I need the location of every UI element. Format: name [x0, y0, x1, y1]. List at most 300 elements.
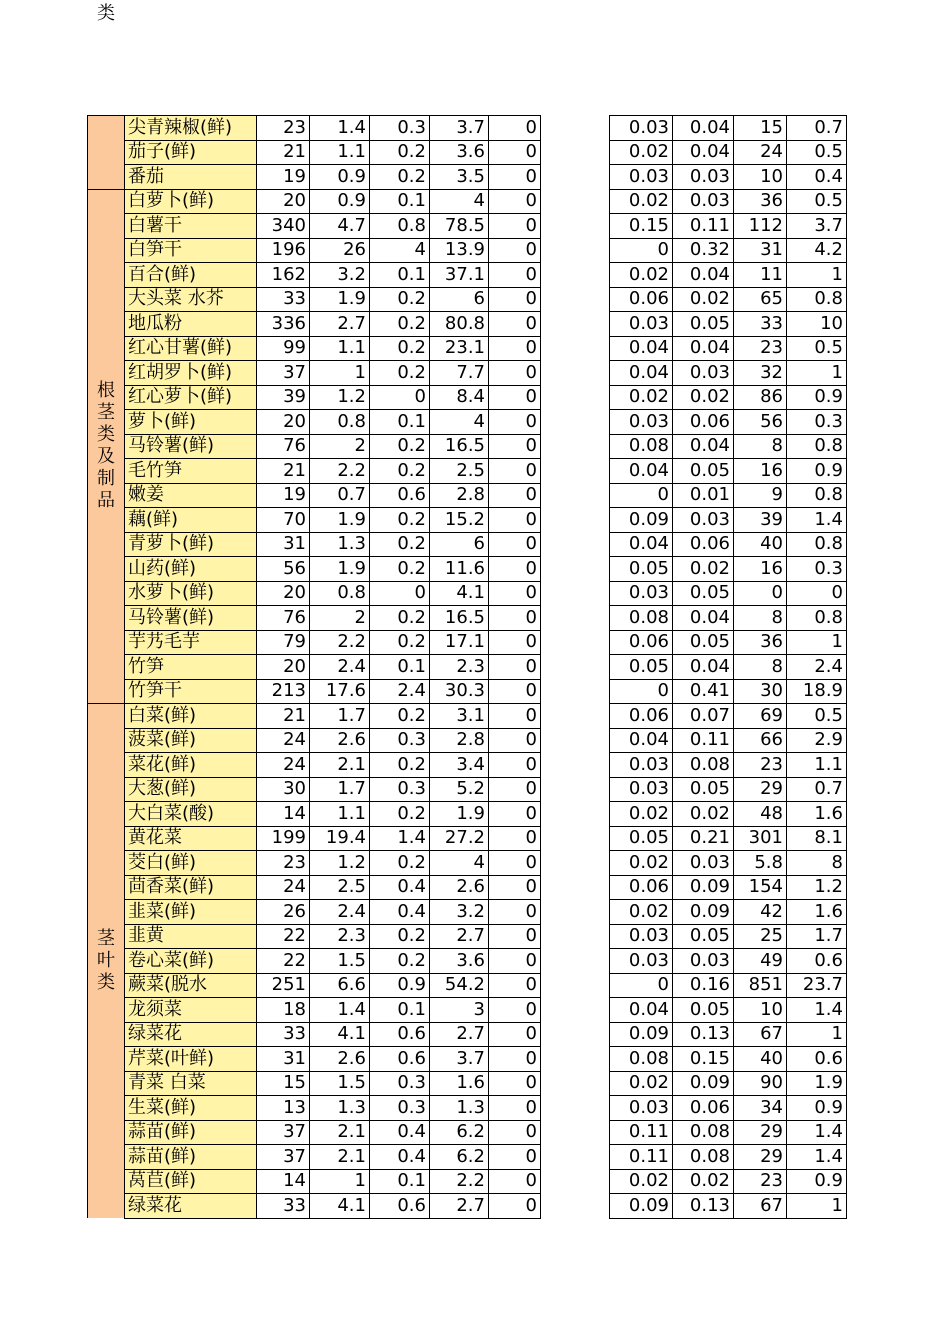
value-cell: 0 — [610, 679, 673, 704]
value-cell: 0.08 — [673, 1145, 734, 1170]
blank-column-cell — [541, 655, 610, 680]
value-cell: 30.3 — [430, 679, 489, 704]
value-cell: 1.4 — [310, 998, 370, 1023]
value-cell: 0.2 — [370, 851, 430, 876]
table-row — [88, 900, 847, 925]
value-cell: 1.6 — [787, 900, 847, 925]
table-row — [88, 753, 847, 778]
value-cell: 1.9 — [310, 508, 370, 533]
blank-column-cell — [541, 998, 610, 1023]
blank-column-cell — [541, 1194, 610, 1219]
value-cell: 33 — [734, 312, 787, 337]
value-cell: 3.2 — [310, 263, 370, 288]
value-cell: 2.7 — [430, 924, 489, 949]
value-cell: 1.9 — [310, 557, 370, 582]
blank-column-cell — [541, 949, 610, 974]
value-cell: 0 — [734, 581, 787, 606]
value-cell: 0.08 — [673, 1120, 734, 1145]
value-cell: 0 — [489, 630, 541, 655]
table-row — [88, 410, 847, 435]
value-cell: 0.04 — [673, 140, 734, 165]
value-cell: 2.5 — [430, 459, 489, 484]
value-cell: 33 — [257, 1194, 310, 1219]
value-cell: 0.2 — [370, 361, 430, 386]
value-cell: 8.4 — [430, 385, 489, 410]
value-cell: 0.05 — [610, 557, 673, 582]
value-cell: 0.08 — [610, 606, 673, 631]
value-cell: 0.2 — [370, 140, 430, 165]
value-cell: 3.6 — [430, 949, 489, 974]
blank-column-cell — [541, 238, 610, 263]
food-name-cell: 毛竹笋 — [125, 459, 257, 484]
blank-column-cell — [541, 116, 610, 141]
value-cell: 31 — [257, 532, 310, 557]
blank-column-cell — [541, 312, 610, 337]
blank-column-cell — [541, 900, 610, 925]
value-cell: 2.1 — [310, 1120, 370, 1145]
value-cell: 1 — [787, 1022, 847, 1047]
value-cell: 0.03 — [610, 312, 673, 337]
value-cell: 1 — [310, 361, 370, 386]
table-row — [88, 532, 847, 557]
value-cell: 40 — [734, 532, 787, 557]
value-cell: 4.1 — [310, 1022, 370, 1047]
value-cell: 3.5 — [430, 165, 489, 190]
value-cell: 0.6 — [370, 1047, 430, 1072]
table-row — [88, 483, 847, 508]
value-cell: 2.7 — [310, 312, 370, 337]
value-cell: 0.07 — [673, 704, 734, 729]
value-cell: 0 — [489, 140, 541, 165]
table-row — [88, 1047, 847, 1072]
food-name-cell: 茴香菜(鲜) — [125, 875, 257, 900]
blank-column-cell — [541, 630, 610, 655]
value-cell: 24 — [257, 875, 310, 900]
value-cell: 0 — [489, 581, 541, 606]
value-cell: 0 — [489, 1194, 541, 1219]
value-cell: 0 — [489, 606, 541, 631]
value-cell: 0.05 — [673, 777, 734, 802]
value-cell: 10 — [787, 312, 847, 337]
table-body — [88, 116, 847, 1219]
blank-column-cell — [541, 704, 610, 729]
value-cell: 0.01 — [673, 483, 734, 508]
value-cell: 0.9 — [787, 459, 847, 484]
value-cell: 0.06 — [673, 532, 734, 557]
blank-column-cell — [541, 483, 610, 508]
value-cell: 1.5 — [310, 1071, 370, 1096]
value-cell: 0 — [489, 557, 541, 582]
value-cell: 19.4 — [310, 826, 370, 851]
table-row — [88, 826, 847, 851]
value-cell: 1.4 — [787, 1120, 847, 1145]
table-row — [88, 189, 847, 214]
value-cell: 0.3 — [787, 557, 847, 582]
blank-column-cell — [541, 1145, 610, 1170]
value-cell: 0.9 — [787, 1169, 847, 1194]
value-cell: 0.4 — [370, 900, 430, 925]
food-name-cell: 蕨菜(脱水 — [125, 973, 257, 998]
value-cell: 0.06 — [673, 410, 734, 435]
table-row — [88, 998, 847, 1023]
value-cell: 1.1 — [310, 336, 370, 361]
table-row — [88, 508, 847, 533]
value-cell: 2.8 — [430, 728, 489, 753]
value-cell: 2.4 — [370, 679, 430, 704]
value-cell: 36 — [734, 189, 787, 214]
value-cell: 22 — [257, 949, 310, 974]
value-cell: 4.2 — [787, 238, 847, 263]
blank-column-cell — [541, 287, 610, 312]
value-cell: 31 — [257, 1047, 310, 1072]
value-cell: 0.09 — [610, 508, 673, 533]
value-cell: 18.9 — [787, 679, 847, 704]
value-cell: 0.9 — [310, 165, 370, 190]
value-cell: 0.11 — [610, 1120, 673, 1145]
value-cell: 0.05 — [673, 581, 734, 606]
value-cell: 0.04 — [673, 655, 734, 680]
blank-column-cell — [541, 606, 610, 631]
value-cell: 99 — [257, 336, 310, 361]
food-name-cell: 大葱(鲜) — [125, 777, 257, 802]
value-cell: 0 — [489, 434, 541, 459]
value-cell: 23.1 — [430, 336, 489, 361]
value-cell: 3.6 — [430, 140, 489, 165]
value-cell: 0.4 — [370, 1120, 430, 1145]
value-cell: 23 — [734, 1169, 787, 1194]
value-cell: 2.6 — [310, 1047, 370, 1072]
blank-column-cell — [541, 777, 610, 802]
value-cell: 0.6 — [370, 1194, 430, 1219]
value-cell: 0.09 — [610, 1022, 673, 1047]
value-cell: 21 — [257, 704, 310, 729]
value-cell: 0 — [489, 704, 541, 729]
value-cell: 76 — [257, 434, 310, 459]
food-name-cell: 蒜苗(鲜) — [125, 1145, 257, 1170]
value-cell: 0.04 — [673, 606, 734, 631]
value-cell: 301 — [734, 826, 787, 851]
value-cell: 67 — [734, 1194, 787, 1219]
value-cell: 0 — [489, 655, 541, 680]
value-cell: 0 — [489, 483, 541, 508]
value-cell: 49 — [734, 949, 787, 974]
value-cell: 0.02 — [673, 557, 734, 582]
value-cell: 5.8 — [734, 851, 787, 876]
value-cell: 0.8 — [787, 532, 847, 557]
value-cell: 0.2 — [370, 336, 430, 361]
value-cell: 2.6 — [310, 728, 370, 753]
value-cell: 2.3 — [310, 924, 370, 949]
value-cell: 2.5 — [310, 875, 370, 900]
blank-column-cell — [541, 189, 610, 214]
value-cell: 6 — [430, 287, 489, 312]
value-cell: 0 — [787, 581, 847, 606]
value-cell: 0.11 — [610, 1145, 673, 1170]
value-cell: 32 — [734, 361, 787, 386]
value-cell: 16 — [734, 557, 787, 582]
value-cell: 0.5 — [787, 704, 847, 729]
value-cell: 0.2 — [370, 630, 430, 655]
table-row — [88, 606, 847, 631]
value-cell: 0.08 — [610, 434, 673, 459]
food-name-cell: 白菜(鲜) — [125, 704, 257, 729]
food-name-cell: 青菜 白菜 — [125, 1071, 257, 1096]
value-cell: 0 — [610, 973, 673, 998]
value-cell: 2.2 — [310, 459, 370, 484]
blank-column-cell — [541, 165, 610, 190]
value-cell: 29 — [734, 1145, 787, 1170]
blank-column-cell — [541, 410, 610, 435]
value-cell: 16.5 — [430, 606, 489, 631]
value-cell: 0.03 — [673, 165, 734, 190]
value-cell: 0.02 — [610, 263, 673, 288]
value-cell: 4.1 — [430, 581, 489, 606]
value-cell: 0.41 — [673, 679, 734, 704]
value-cell: 0.6 — [370, 1022, 430, 1047]
value-cell: 0.8 — [370, 214, 430, 239]
table-row — [88, 238, 847, 263]
value-cell: 37 — [257, 1120, 310, 1145]
value-cell: 24 — [734, 140, 787, 165]
value-cell: 5.2 — [430, 777, 489, 802]
value-cell: 90 — [734, 1071, 787, 1096]
value-cell: 0 — [489, 1145, 541, 1170]
food-name-cell: 菠菜(鲜) — [125, 728, 257, 753]
value-cell: 0.11 — [673, 214, 734, 239]
value-cell: 0.2 — [370, 802, 430, 827]
value-cell: 0 — [489, 802, 541, 827]
category-cell — [88, 116, 125, 190]
value-cell: 0.03 — [673, 949, 734, 974]
value-cell: 0.7 — [787, 777, 847, 802]
value-cell: 0.32 — [673, 238, 734, 263]
value-cell: 162 — [257, 263, 310, 288]
value-cell: 0.03 — [610, 410, 673, 435]
table-row — [88, 1071, 847, 1096]
value-cell: 3.2 — [430, 900, 489, 925]
value-cell: 0 — [489, 116, 541, 141]
value-cell: 19 — [257, 483, 310, 508]
value-cell: 2.4 — [310, 900, 370, 925]
value-cell: 4.1 — [310, 1194, 370, 1219]
blank-column-cell — [541, 361, 610, 386]
value-cell: 0.15 — [673, 1047, 734, 1072]
value-cell: 0.16 — [673, 973, 734, 998]
value-cell: 10 — [734, 165, 787, 190]
value-cell: 0.03 — [610, 116, 673, 141]
value-cell: 17.6 — [310, 679, 370, 704]
value-cell: 80.8 — [430, 312, 489, 337]
value-cell: 2.9 — [787, 728, 847, 753]
value-cell: 1.6 — [787, 802, 847, 827]
value-cell: 0.7 — [310, 483, 370, 508]
food-name-cell: 茄子(鲜) — [125, 140, 257, 165]
blank-column-cell — [541, 973, 610, 998]
value-cell: 1.4 — [370, 826, 430, 851]
value-cell: 4 — [430, 189, 489, 214]
value-cell: 0 — [489, 263, 541, 288]
value-cell: 0.04 — [610, 532, 673, 557]
value-cell: 15 — [734, 116, 787, 141]
value-cell: 1.2 — [787, 875, 847, 900]
food-name-cell: 韭菜(鲜) — [125, 900, 257, 925]
blank-column-cell — [541, 1047, 610, 1072]
value-cell: 23 — [257, 851, 310, 876]
value-cell: 70 — [257, 508, 310, 533]
table-row — [88, 459, 847, 484]
value-cell: 0.8 — [787, 287, 847, 312]
value-cell: 31 — [734, 238, 787, 263]
value-cell: 0.05 — [673, 998, 734, 1023]
value-cell: 79 — [257, 630, 310, 655]
value-cell: 0 — [489, 875, 541, 900]
value-cell: 0 — [489, 998, 541, 1023]
value-cell: 2.2 — [430, 1169, 489, 1194]
table-row — [88, 1120, 847, 1145]
value-cell: 65 — [734, 287, 787, 312]
value-cell: 0.21 — [673, 826, 734, 851]
table-row — [88, 728, 847, 753]
value-cell: 1.3 — [310, 1096, 370, 1121]
value-cell: 0 — [370, 581, 430, 606]
food-name-cell: 蒜苗(鲜) — [125, 1120, 257, 1145]
value-cell: 0 — [489, 189, 541, 214]
food-name-cell: 生菜(鲜) — [125, 1096, 257, 1121]
food-name-cell: 竹笋干 — [125, 679, 257, 704]
value-cell: 0.04 — [610, 459, 673, 484]
value-cell: 37 — [257, 361, 310, 386]
food-name-cell: 百合(鲜) — [125, 263, 257, 288]
blank-column-cell — [541, 753, 610, 778]
value-cell: 23 — [734, 753, 787, 778]
food-name-cell: 红心甘薯(鲜) — [125, 336, 257, 361]
value-cell: 20 — [257, 189, 310, 214]
value-cell: 0.9 — [370, 973, 430, 998]
value-cell: 36 — [734, 630, 787, 655]
value-cell: 29 — [734, 777, 787, 802]
value-cell: 0.09 — [673, 875, 734, 900]
value-cell: 0.05 — [673, 312, 734, 337]
blank-column-cell — [541, 1120, 610, 1145]
value-cell: 4 — [430, 410, 489, 435]
value-cell: 0.2 — [370, 312, 430, 337]
value-cell: 3.1 — [430, 704, 489, 729]
value-cell: 0.11 — [673, 728, 734, 753]
value-cell: 23.7 — [787, 973, 847, 998]
value-cell: 7.7 — [430, 361, 489, 386]
value-cell: 13 — [257, 1096, 310, 1121]
value-cell: 3.4 — [430, 753, 489, 778]
value-cell: 20 — [257, 410, 310, 435]
value-cell: 1.4 — [787, 508, 847, 533]
food-name-cell: 萝卜(鲜) — [125, 410, 257, 435]
value-cell: 21 — [257, 459, 310, 484]
value-cell: 1 — [787, 361, 847, 386]
value-cell: 37.1 — [430, 263, 489, 288]
value-cell: 1.7 — [310, 777, 370, 802]
blank-column-cell — [541, 140, 610, 165]
value-cell: 0.1 — [370, 655, 430, 680]
blank-column-cell — [541, 385, 610, 410]
value-cell: 1.5 — [310, 949, 370, 974]
food-name-cell: 白笋干 — [125, 238, 257, 263]
table-row — [88, 1022, 847, 1047]
value-cell: 15 — [257, 1071, 310, 1096]
value-cell: 2 — [310, 606, 370, 631]
value-cell: 0.05 — [673, 924, 734, 949]
table-row — [88, 336, 847, 361]
value-cell: 26 — [257, 900, 310, 925]
value-cell: 0.02 — [610, 802, 673, 827]
value-cell: 0.02 — [610, 1169, 673, 1194]
value-cell: 0.05 — [673, 459, 734, 484]
value-cell: 15.2 — [430, 508, 489, 533]
value-cell: 9 — [734, 483, 787, 508]
food-name-cell: 龙须菜 — [125, 998, 257, 1023]
food-name-cell: 马铃薯(鲜) — [125, 606, 257, 631]
value-cell: 0.4 — [370, 1145, 430, 1170]
value-cell: 0.05 — [673, 630, 734, 655]
value-cell: 0.03 — [610, 753, 673, 778]
value-cell: 2.3 — [430, 655, 489, 680]
value-cell: 2.1 — [310, 753, 370, 778]
value-cell: 0.2 — [370, 606, 430, 631]
value-cell: 0.9 — [310, 189, 370, 214]
category-label: 根茎类及制品 — [97, 380, 115, 512]
value-cell: 4.7 — [310, 214, 370, 239]
value-cell: 213 — [257, 679, 310, 704]
food-name-cell: 芋艿毛芋 — [125, 630, 257, 655]
value-cell: 40 — [734, 1047, 787, 1072]
value-cell: 0 — [489, 508, 541, 533]
value-cell: 0.04 — [610, 728, 673, 753]
blank-column-cell — [541, 459, 610, 484]
value-cell: 0.9 — [787, 385, 847, 410]
nutrition-table — [87, 115, 847, 1219]
value-cell: 27.2 — [430, 826, 489, 851]
food-name-cell: 山药(鲜) — [125, 557, 257, 582]
value-cell: 0.08 — [610, 1047, 673, 1072]
value-cell: 4 — [430, 851, 489, 876]
value-cell: 0.1 — [370, 410, 430, 435]
value-cell: 0.6 — [370, 483, 430, 508]
value-cell: 19 — [257, 165, 310, 190]
value-cell: 1.6 — [430, 1071, 489, 1096]
food-name-cell: 番茄 — [125, 165, 257, 190]
blank-column-cell — [541, 434, 610, 459]
value-cell: 0.2 — [370, 704, 430, 729]
value-cell: 0.2 — [370, 949, 430, 974]
table-row — [88, 630, 847, 655]
value-cell: 13.9 — [430, 238, 489, 263]
food-name-cell: 绿菜花 — [125, 1194, 257, 1219]
blank-column-cell — [541, 532, 610, 557]
value-cell: 0.8 — [310, 581, 370, 606]
food-name-cell: 地瓜粉 — [125, 312, 257, 337]
category-label: 茎叶类 — [97, 928, 115, 993]
value-cell: 0.05 — [610, 826, 673, 851]
value-cell: 0.3 — [370, 1096, 430, 1121]
value-cell: 25 — [734, 924, 787, 949]
value-cell: 2.2 — [310, 630, 370, 655]
value-cell: 6.2 — [430, 1120, 489, 1145]
table-row — [88, 704, 847, 729]
value-cell: 2.1 — [310, 1145, 370, 1170]
value-cell: 0.3 — [370, 728, 430, 753]
table-row — [88, 1194, 847, 1219]
value-cell: 0.04 — [610, 336, 673, 361]
value-cell: 0.2 — [370, 532, 430, 557]
